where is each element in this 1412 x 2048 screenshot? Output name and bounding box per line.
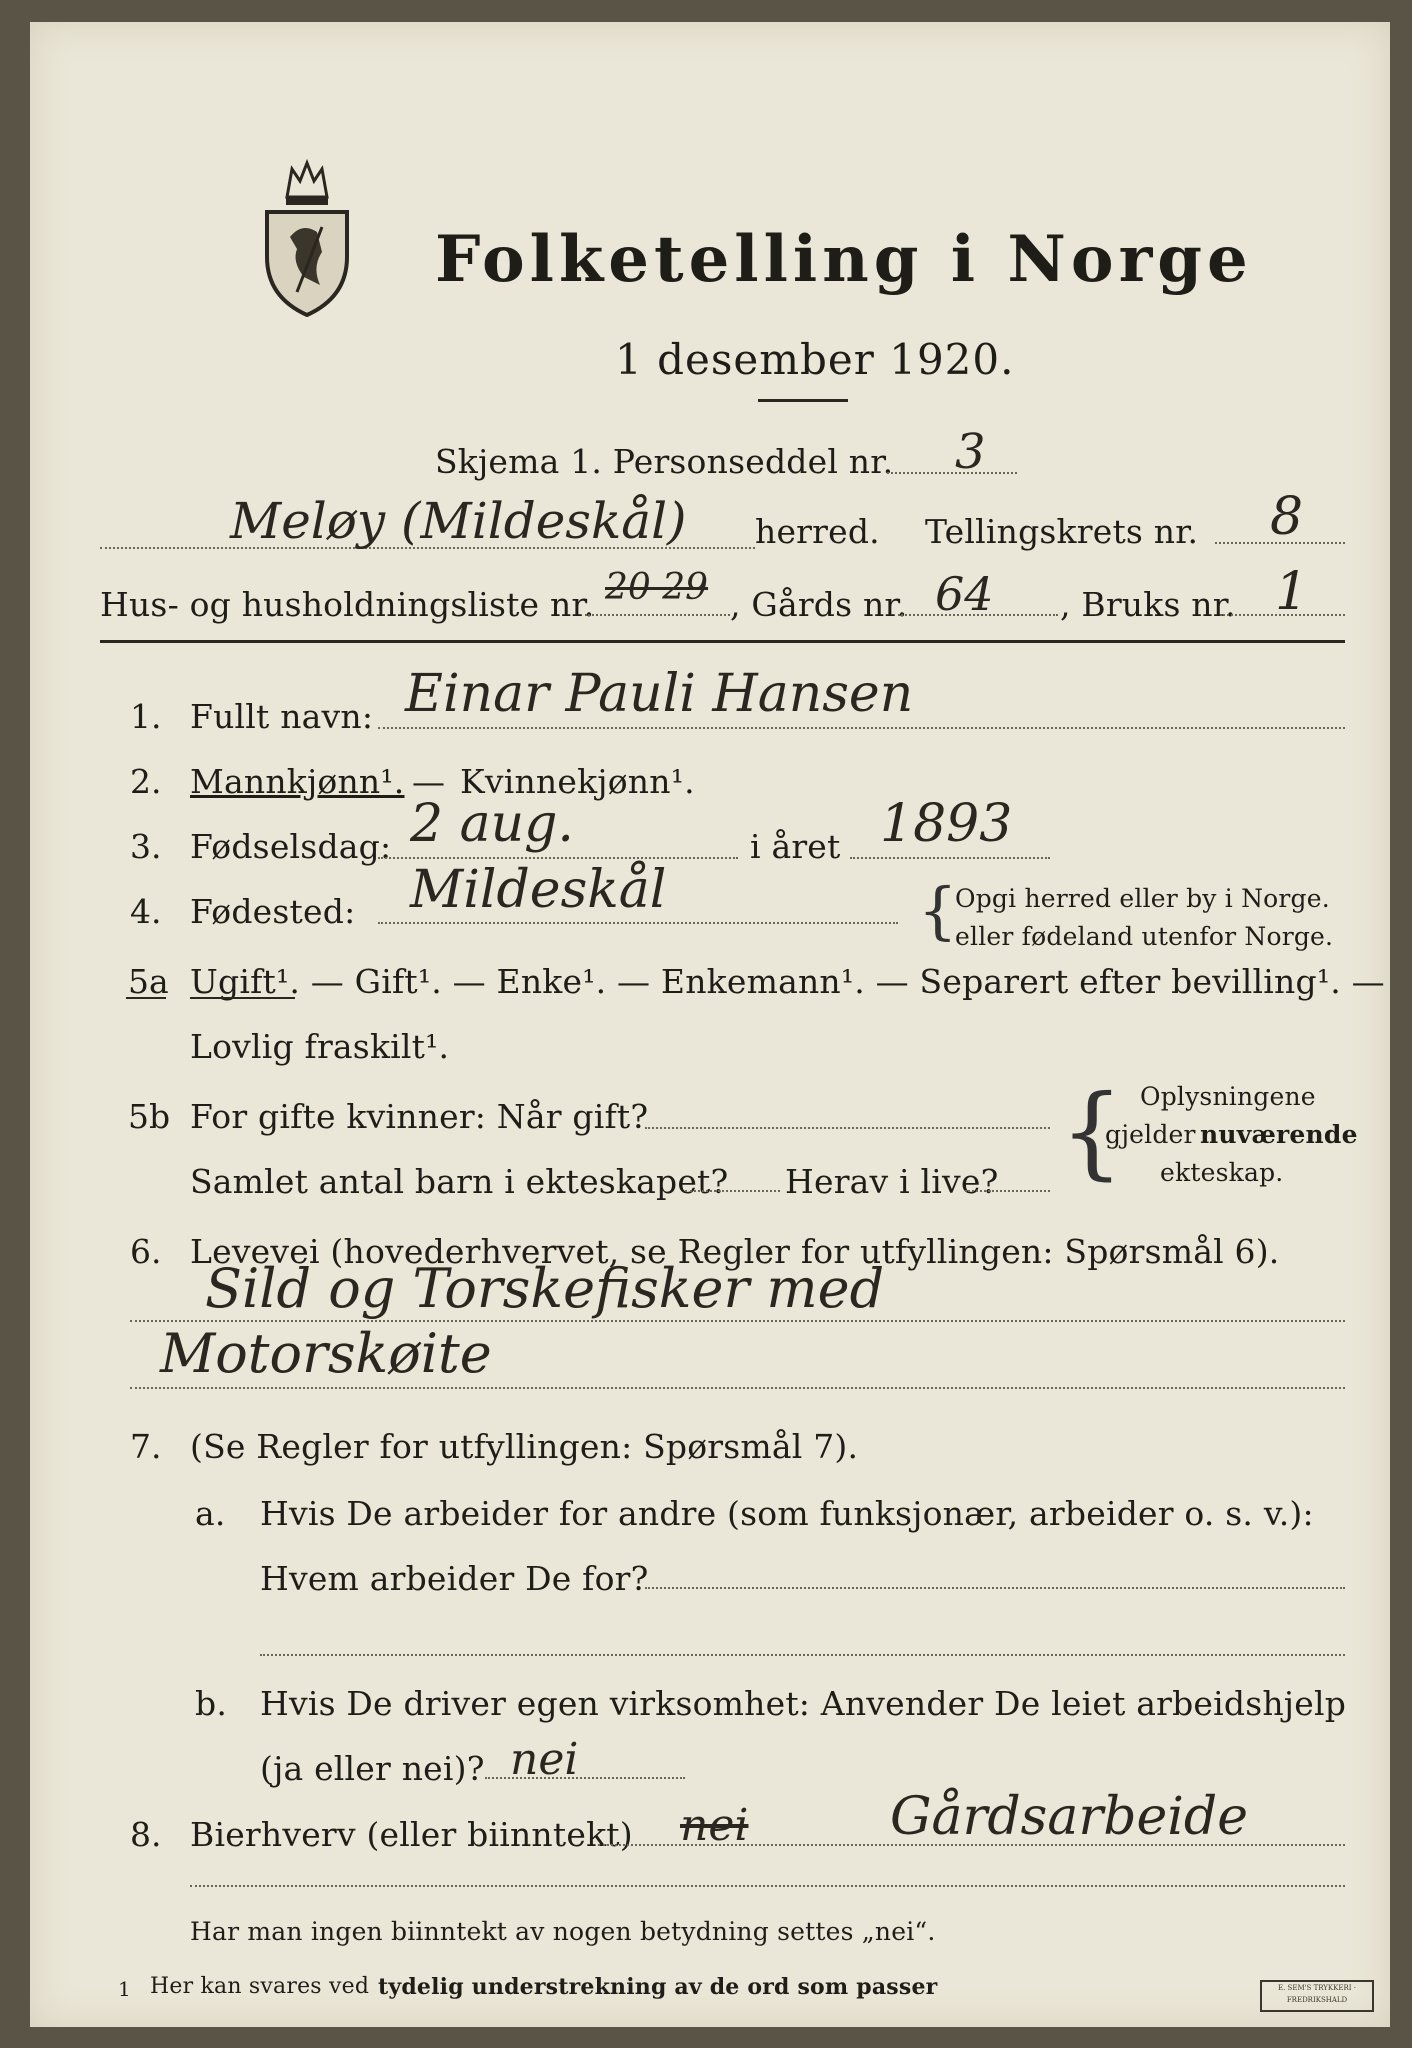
q7b-letter: b. — [195, 1684, 228, 1723]
footnote-bold-text: tydelig understrekning av de ord som passer — [378, 1974, 938, 2000]
q5b-label-1: For gifte kvinner: Når gift? — [190, 1097, 649, 1136]
census-date: 1 desember 1920. — [615, 335, 1015, 384]
herred-label: herred. — [755, 512, 880, 551]
birthdate-value: 2 aug. — [410, 794, 574, 854]
q6-number: 6. — [130, 1232, 162, 1271]
q8-number: 8. — [130, 1815, 162, 1854]
q5b-number: 5b — [128, 1097, 171, 1136]
q7a-line-1 — [645, 1587, 1345, 1589]
q3-line — [378, 857, 738, 859]
gards-value: 64 — [935, 567, 994, 621]
footnote-text: Her kan svares ved — [150, 1974, 370, 1999]
q8-value-struck: nei — [680, 1800, 749, 1851]
q7a-line-2 — [260, 1654, 1345, 1656]
tellingskrets-label: Tellingskrets nr. — [925, 512, 1199, 551]
page-title: Folketelling i Norge — [435, 222, 1253, 297]
footer-note: Har man ingen biinntekt av nogen betydning settes „nei“. — [190, 1917, 936, 1946]
q5b-brace: { — [1060, 1073, 1124, 1190]
q5b-label-2: Samlet antal barn i ekteskapet? — [190, 1162, 729, 1201]
q8-line-2 — [190, 1885, 1345, 1887]
q4-line — [378, 922, 898, 924]
q5b-note-2b: nuværende — [1200, 1120, 1358, 1149]
tellingskrets-value: 8 — [1270, 487, 1304, 547]
gender-dash: — — [412, 762, 446, 801]
year-label: i året — [750, 827, 841, 866]
q7b-value: nei — [510, 1734, 579, 1785]
marital-options: Ugift¹. — Gift¹. — Enke¹. — Enkemann¹. — Separert efter bevilling¹. — — [190, 962, 1385, 1001]
q5b-label-3: Herav i live? — [785, 1162, 999, 1201]
q1-number: 1. — [130, 697, 162, 736]
q2-number: 2. — [130, 762, 162, 801]
norway-coat-of-arms-icon — [262, 157, 352, 317]
q3-label: Fødselsdag: — [190, 827, 392, 866]
q6-label: Levevei (hovederhvervet, se Regler for utfyllingen: Spørsmål 6). — [190, 1232, 1280, 1271]
footnote-number: 1 — [118, 1977, 131, 2001]
marital-options-2: Lovlig fraskilt¹. — [190, 1027, 450, 1066]
q7a-letter: a. — [195, 1494, 226, 1533]
q6-line-2 — [130, 1387, 1345, 1389]
q4-note-1: Opgi herred eller by i Norge. — [955, 884, 1330, 913]
q8-label: Bierhverv (eller biinntekt) — [190, 1815, 633, 1854]
ugift-underline — [190, 997, 295, 999]
census-form-page — [30, 22, 1390, 2027]
year-line — [850, 857, 1050, 859]
skjema-line — [887, 472, 1017, 474]
q7a-text-2: Hvem arbeider De for? — [260, 1559, 649, 1598]
skjema-label: Skjema 1. Personseddel nr. — [435, 442, 894, 481]
q7b-text: Hvis De driver egen virksomhet: Anvender De leiet arbeidshjelp — [260, 1684, 1347, 1723]
bruks-value: 1 — [1275, 562, 1309, 622]
occupation-value-1: Sild og Torskefisker med — [205, 1257, 885, 1320]
gards-label: , Gårds nr. — [730, 585, 908, 624]
bruks-label: , Bruks nr. — [1060, 585, 1236, 624]
gender-male: Mannkjønn¹. — [190, 762, 405, 801]
header-separator — [100, 640, 1345, 643]
title-divider — [758, 399, 848, 402]
q5a-number: 5a — [128, 962, 169, 1001]
q4-brace: { — [918, 874, 958, 947]
hus-line — [585, 614, 730, 616]
q5b-note-3: ekteskap. — [1160, 1158, 1284, 1187]
q4-number: 4. — [130, 892, 162, 931]
birth-year-value: 1893 — [880, 794, 1013, 854]
q4-note-2: eller fødeland utenfor Norge. — [955, 922, 1334, 951]
q7-number: 7. — [130, 1427, 162, 1466]
q7b-text-2: (ja eller nei)? — [260, 1749, 485, 1788]
hus-label: Hus- og husholdningsliste nr. — [100, 585, 595, 624]
q7-label: (Se Regler for utfyllingen: Spørsmål 7). — [190, 1427, 859, 1466]
q5b-note-1: Oplysningene — [1140, 1082, 1316, 1111]
q1-label: Fullt navn: — [190, 697, 374, 736]
skjema-value: 3 — [955, 424, 986, 480]
full-name-value: Einar Pauli Hansen — [405, 664, 914, 724]
q7a-text: Hvis De arbeider for andre (som funksjonær, arbeider o. s. v.): — [260, 1494, 1314, 1533]
q3-number: 3. — [130, 827, 162, 866]
q4-label: Fødested: — [190, 892, 356, 931]
q5b-line-1 — [645, 1127, 1050, 1129]
secondary-occupation-value: Gårdsarbeide — [890, 1787, 1248, 1847]
q5b-note-2: gjelder — [1105, 1120, 1196, 1149]
hus-value: 20 29 — [605, 567, 709, 608]
q5b-line-3 — [965, 1190, 1050, 1192]
q5a-number-underline — [126, 997, 166, 999]
gender-female: Kvinnekjønn¹. — [460, 762, 695, 801]
q1-line — [378, 727, 1345, 729]
printer-stamp: E. SEM'S TRYKKERI · FREDRIKSHALD — [1260, 1980, 1374, 2012]
birthplace-value: Mildeskål — [410, 860, 667, 920]
herred-value: Meløy (Mildeskål) — [230, 492, 687, 550]
occupation-value-2: Motorskøite — [160, 1322, 492, 1385]
q5b-line-2 — [685, 1190, 780, 1192]
